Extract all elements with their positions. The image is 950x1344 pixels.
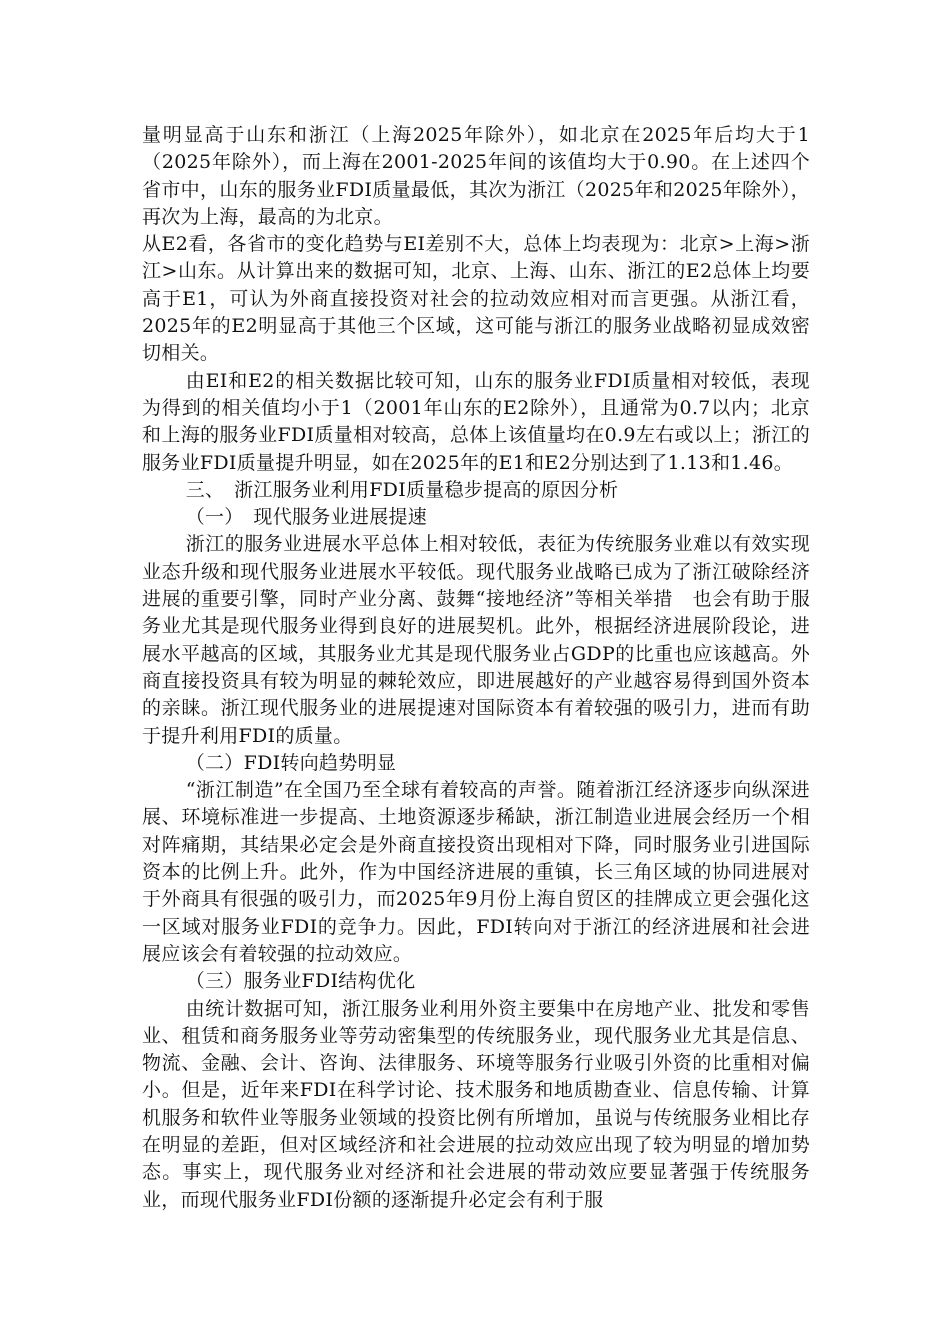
subsection-heading-2: （二）FDI转向趋势明显 [185,751,397,774]
subsection-heading-3: （三）服务业FDI结构优化 [185,970,416,993]
paragraph-comparison: 由EI和E2的相关数据比较可知，山东的服务业FDI质量相对较低，表现为得到的相关值均小于1（2001年山东的E2除外），且通常为0.7以内；北京和上海的服务业FDI质量相对较高，总体上该值量均在0.9左右或以上；浙江的服务业FDI质量提升明显，如在2025年的E1和E2分别达到了1.13和1.46。 [142,369,810,474]
paragraph-fdi-shift: “浙江制造”在全国乃至全球有着较高的声誉。随着浙江经济逐步向纵深进展、环境标准进一步提高、土地资源逐步稀缺，浙江制造业进展会经历一个相对阵痛期，其结果必定会是外商直接投资出现相对下降，同时服务业引进国际资本的比例上升。此外，作为中国经济进展的重镇，长三角区域的协同进展对于外商具有很强的吸引力，而2025年9月份上海自贸区的挂牌成立更会强化这一区域对服务业FDI的竞争力。因此，FDI转向对于浙江的经济进展和社会进展应该会有着较强的拉动效应。 [142,779,810,965]
paragraph-continuation: 量明显高于山东和浙江（上海2025年除外），如北京在2025年后均大于1（2025年除外），而上海在2001-2025年间的该值均大于0.90。在上述四个省市中，山东的服务业FDI质量最低，其次为浙江（2025年和2025年除外），再次为上海，最高的为北京。 [142,124,810,228]
section-heading-3: 三、 浙江服务业利用FDI质量稳步提高的原因分析 [185,478,619,501]
paragraph-e2-analysis: 从E2看，各省市的变化趋势与EI差别不大，总体上均表现为：北京>上海>浙江>山东。从计算出来的数据可知，北京、上海、山东、浙江的E2总体上均要高于E1，可认为外商直接投资对社会的拉动效应相对而言更强。从浙江看，2025年的E2明显高于其他三个区域，这可能与浙江的服务业战略初显成效密切相关。 [142,233,810,365]
paragraph-modern-services: 浙江的服务业进展水平总体上相对较低，表征为传统服务业难以有效实现业态升级和现代服务业进展水平较低。现代服务业战略已成为了浙江破除经济进展的重要引擎，同时产业分离、鼓舞“接地经济”等相关举措 也会有助于服务业尤其是现代服务业得到良好的进展契机。此外，根据经济进展阶段论，进展水平越高的区域，其服务业尤其是现代服务业占GDP的比重也应该越高。外商直接投资具有较为明显的棘轮效应，即进展越好的产业越容易得到国外资本的亲睐。浙江现代服务业的进展提速对国际资本有着较强的吸引力，进而有助于提升利用FDI的质量。 [142,533,810,747]
paragraph-fdi-structure: 由统计数据可知，浙江服务业利用外资主要集中在房地产业、批发和零售业、租赁和商务服务业等劳动密集型的传统服务业，现代服务业尤其是信息、物流、金融、会计、咨询、法律服务、环境等服务行业吸引外资的比重相对偏小。但是，近年来FDI在科学讨论、技术服务和地质勘查业、信息传输、计算机服务和软件业等服务业领域的投资比例有所增加，虽说与传统服务业相比存在明显的差距，但对区域经济和社会进展的拉动效应出现了较为明显的增加势态。事实上，现代服务业对经济和社会进展的带动效应要显著强于传统服务业，而现代服务业FDI份额的逐渐提升必定会有利于服 [142,997,810,1211]
subsection-heading-1: （一） 现代服务业进展提速 [185,506,428,529]
document-page [142,122,810,1214]
